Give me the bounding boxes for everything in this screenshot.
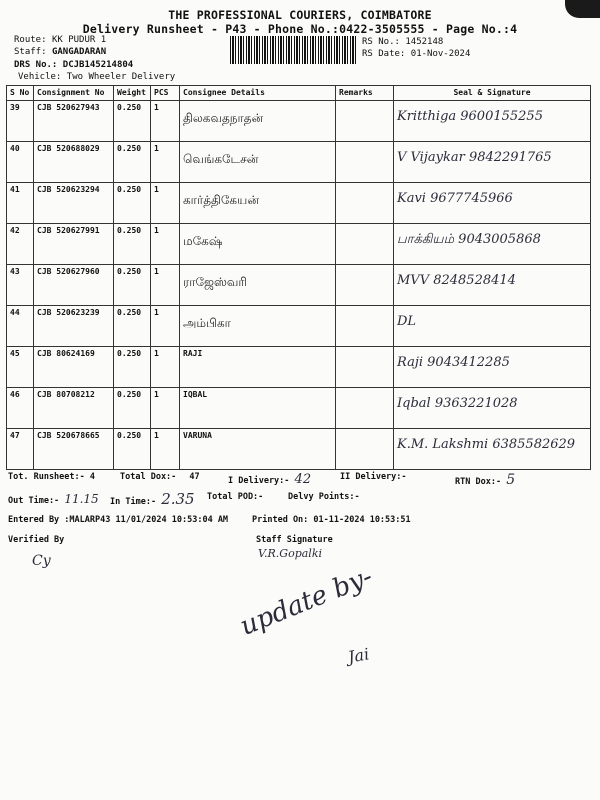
cell-remarks — [336, 101, 394, 142]
cell-sno-text: 46 — [10, 390, 20, 399]
cell-consignment-no — [34, 347, 114, 388]
cell-weight — [114, 224, 151, 265]
table-row — [7, 347, 591, 388]
cell-consignment-no-text: CJB 520627991 — [37, 226, 100, 235]
table-row — [7, 388, 591, 429]
rs-date-label: RS Date: — [362, 49, 406, 59]
cell-signature-text: K.M. Lakshmi 6385582629 — [397, 437, 576, 452]
table-row — [7, 306, 591, 347]
cell-signature-text: V Vijaykar 9842291765 — [397, 150, 552, 165]
cell-consignment-no — [34, 101, 114, 142]
vehicle-field — [18, 72, 175, 82]
cell-consignment-no-text: CJB 80624169 — [37, 349, 95, 358]
staff-field — [14, 47, 106, 57]
i-delivery-label: I Delivery:- — [228, 476, 290, 486]
cell-weight-text: 0.250 — [117, 390, 142, 399]
col-header-remarks: Remarks — [336, 86, 394, 101]
route-label: Route: — [14, 35, 47, 45]
rs-no-label: RS No.: — [362, 37, 400, 47]
cell-signature — [394, 142, 591, 183]
table-row — [7, 429, 591, 470]
total-dox — [120, 472, 200, 482]
cell-pcs-text: 1 — [154, 308, 159, 317]
out-time-value: 11.15 — [64, 492, 99, 506]
cell-remarks — [336, 142, 394, 183]
route-field — [14, 35, 106, 45]
drs-field — [14, 60, 133, 70]
update-note-handwritten: update by- — [236, 561, 377, 642]
col-header-pcs: PCS — [151, 86, 180, 101]
cell-sno — [7, 347, 34, 388]
staff-signature-handwritten: V.R.Gopalki — [258, 547, 323, 560]
cell-remarks — [336, 265, 394, 306]
total-dox-label: Total Dox:- — [120, 472, 177, 482]
cell-signature-text: பாக்கியம் 9043005868 — [397, 232, 541, 247]
cell-weight-text: 0.250 — [117, 308, 142, 317]
cell-consignee-text: கார்த்திகேயன் — [183, 193, 259, 207]
cell-signature-text: Iqbal 9363221028 — [397, 396, 518, 411]
cell-pcs-text: 1 — [154, 144, 159, 153]
table-row — [7, 101, 591, 142]
cell-signature — [394, 306, 591, 347]
rtn-dox-label: RTN Dox:- — [455, 477, 502, 487]
company-title: THE PROFESSIONAL COURIERS, COIMBATORE — [168, 8, 432, 22]
cell-remarks — [336, 347, 394, 388]
cell-sno-text: 40 — [10, 144, 20, 153]
ii-delivery-label: II Delivery:- — [340, 472, 407, 482]
cell-weight-text: 0.250 — [117, 267, 142, 276]
cell-sno-text: 44 — [10, 308, 20, 317]
cell-remarks — [336, 224, 394, 265]
cell-consignment-no-text: CJB 520627943 — [37, 103, 100, 112]
table-row — [7, 224, 591, 265]
tot-runsheet-value: 4 — [89, 472, 96, 482]
out-time — [8, 492, 99, 506]
cell-weight-text: 0.250 — [117, 349, 142, 358]
cell-consignment-no — [34, 265, 114, 306]
cell-pcs-text: 1 — [154, 185, 159, 194]
table-row — [7, 265, 591, 306]
cell-remarks — [336, 183, 394, 224]
col-header-consignment: Consignment No — [34, 86, 114, 101]
in-time-label: In Time:- — [110, 497, 157, 507]
tot-runsheet-label: Tot. Runsheet:- — [8, 472, 85, 482]
cell-sno — [7, 388, 34, 429]
cell-remarks — [336, 429, 394, 470]
cell-consignee-text: மகேஷ் — [183, 234, 223, 248]
cell-consignee-text: அம்பிகா — [183, 316, 231, 330]
cell-consignment-no — [34, 306, 114, 347]
total-pod — [207, 492, 263, 502]
cell-consignee — [180, 183, 336, 224]
cell-consignee — [180, 347, 336, 388]
printed-on: Printed On: 01-11-2024 10:53:51 — [252, 515, 411, 525]
in-time-value: 2.35 — [161, 490, 195, 508]
cell-consignee — [180, 388, 336, 429]
cell-consignment-no-text: CJB 80708212 — [37, 390, 95, 399]
cell-consignee — [180, 142, 336, 183]
cell-weight-text: 0.250 — [117, 103, 142, 112]
verified-by-label: Verified By — [8, 535, 65, 545]
cell-sno — [7, 224, 34, 265]
cell-weight — [114, 183, 151, 224]
staff-signature-label: Staff Signature — [256, 535, 333, 545]
cell-weight — [114, 101, 151, 142]
cell-pcs — [151, 224, 180, 265]
cell-weight — [114, 388, 151, 429]
cell-signature-text: Kavi 9677745966 — [397, 191, 513, 206]
cell-signature — [394, 347, 591, 388]
cell-weight — [114, 306, 151, 347]
cell-pcs — [151, 388, 180, 429]
table-row — [7, 142, 591, 183]
route-value: KK PUDUR 1 — [51, 35, 107, 45]
drs-value: DCJB145214804 — [62, 60, 134, 70]
cell-weight-text: 0.250 — [117, 185, 142, 194]
cell-consignee-text: VARUNA — [183, 431, 212, 440]
cell-weight — [114, 265, 151, 306]
cell-sno-text: 47 — [10, 431, 20, 440]
cell-consignment-no — [34, 388, 114, 429]
col-header-signature: Seal & Signature — [394, 86, 591, 101]
cell-signature-text: Kritthiga 9600155255 — [397, 109, 543, 124]
cell-consignee-text: வெங்கடேசன் — [183, 152, 259, 166]
staff-label: Staff: — [14, 47, 47, 57]
cell-sno-text: 43 — [10, 267, 20, 276]
cell-consignment-no — [34, 183, 114, 224]
table-header-row — [7, 86, 591, 101]
col-header-consignee: Consignee Details — [180, 86, 336, 101]
cell-remarks — [336, 388, 394, 429]
rs-date-value: 01-Nov-2024 — [410, 49, 471, 59]
cell-pcs-text: 1 — [154, 390, 159, 399]
cell-pcs — [151, 265, 180, 306]
cell-signature — [394, 429, 591, 470]
cell-signature-text: MVV 8248528414 — [397, 273, 516, 288]
cell-signature — [394, 224, 591, 265]
col-header-sno: S No — [7, 86, 34, 101]
cell-consignee — [180, 306, 336, 347]
cell-consignee — [180, 265, 336, 306]
cell-sno-text: 39 — [10, 103, 20, 112]
rs-no-value: 1452148 — [405, 37, 444, 47]
staff-value: GANGADARAN — [51, 47, 107, 57]
total-pod-label: Total POD:- — [207, 492, 264, 502]
cell-sno-text: 42 — [10, 226, 20, 235]
ii-delivery — [340, 472, 407, 482]
cell-consignee — [180, 429, 336, 470]
cell-consignment-no — [34, 224, 114, 265]
cell-pcs — [151, 142, 180, 183]
cell-weight — [114, 429, 151, 470]
cell-sno — [7, 265, 34, 306]
cell-remarks — [336, 306, 394, 347]
cell-consignment-no-text: CJB 520623239 — [37, 308, 100, 317]
cell-weight-text: 0.250 — [117, 431, 142, 440]
cell-pcs — [151, 347, 180, 388]
i-delivery — [228, 472, 311, 487]
cell-consignment-no-text: CJB 520623294 — [37, 185, 100, 194]
i-delivery-value: 42 — [294, 472, 312, 487]
cell-weight-text: 0.250 — [117, 226, 142, 235]
cell-sno-text: 41 — [10, 185, 20, 194]
cell-pcs-text: 1 — [154, 103, 159, 112]
cell-sno — [7, 306, 34, 347]
cell-consignment-no-text: CJB 520627960 — [37, 267, 100, 276]
cell-consignee-text: திலகவதநாதன் — [183, 111, 264, 125]
cell-signature-text: Raji 9043412285 — [397, 355, 510, 370]
cell-pcs — [151, 429, 180, 470]
cell-sno-text: 45 — [10, 349, 20, 358]
table-row — [7, 183, 591, 224]
cell-consignment-no — [34, 142, 114, 183]
tot-runsheet — [8, 472, 95, 482]
total-dox-value: 47 — [189, 472, 200, 482]
cell-signature — [394, 101, 591, 142]
cell-sno — [7, 101, 34, 142]
cell-consignee-text: ராஜேஸ்வரி — [183, 275, 248, 289]
cell-weight — [114, 142, 151, 183]
cell-consignee — [180, 224, 336, 265]
rtn-dox — [455, 472, 515, 488]
entered-by: Entered By :MALARP43 11/01/2024 10:53:04 AM — [8, 515, 229, 525]
cell-pcs — [151, 101, 180, 142]
cell-pcs-text: 1 — [154, 349, 159, 358]
cell-consignment-no — [34, 429, 114, 470]
vehicle-value: Two Wheeler Delivery — [66, 72, 176, 82]
cell-consignment-no-text: CJB 520678665 — [37, 431, 100, 440]
cell-consignee-text: RAJI — [183, 349, 203, 358]
delvy-points — [288, 492, 360, 502]
verified-initials-handwritten: Cy — [32, 553, 51, 569]
cell-pcs-text: 1 — [154, 431, 159, 440]
cell-weight — [114, 347, 151, 388]
out-time-label: Out Time:- — [8, 496, 60, 506]
drs-label: DRS No.: — [14, 60, 58, 70]
rs-date-field — [362, 49, 470, 59]
update-initials-handwritten: Jai — [346, 644, 371, 667]
cell-consignee — [180, 101, 336, 142]
cell-sno — [7, 142, 34, 183]
cell-signature-text: DL — [397, 314, 417, 329]
cell-sno — [7, 183, 34, 224]
cell-signature — [394, 183, 591, 224]
cell-pcs — [151, 306, 180, 347]
rtn-dox-value: 5 — [506, 472, 516, 488]
cell-weight-text: 0.250 — [117, 144, 142, 153]
cell-sno — [7, 429, 34, 470]
barcode — [230, 36, 356, 64]
cell-pcs — [151, 183, 180, 224]
delvy-points-label: Delvy Points:- — [288, 492, 360, 502]
runsheet-title: Delivery Runsheet - P43 - Phone No.:0422-3505555 - Page No.:4 — [82, 22, 518, 36]
rs-no-field — [362, 37, 443, 47]
in-time — [110, 490, 195, 508]
cell-consignment-no-text: CJB 520688029 — [37, 144, 100, 153]
runsheet-table — [6, 85, 591, 470]
vehicle-label: Vehicle: — [18, 72, 62, 82]
col-header-weight: Weight — [114, 86, 151, 101]
cell-pcs-text: 1 — [154, 226, 159, 235]
cell-signature — [394, 265, 591, 306]
cell-pcs-text: 1 — [154, 267, 159, 276]
cell-consignee-text: IQBAL — [183, 390, 208, 399]
cell-signature — [394, 388, 591, 429]
